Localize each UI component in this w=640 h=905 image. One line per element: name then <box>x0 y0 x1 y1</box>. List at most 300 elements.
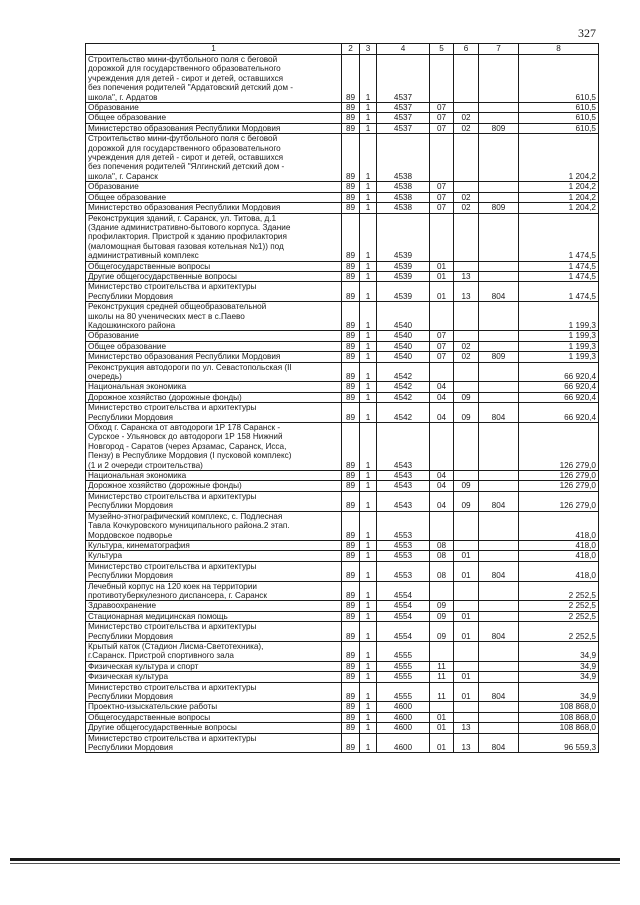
code-cell <box>454 331 479 341</box>
amount-cell: 2 252,5 <box>519 581 599 601</box>
table-row <box>86 491 599 511</box>
code-cell: 1 <box>360 362 377 382</box>
amount-cell: 108 868,0 <box>519 723 599 733</box>
code-cell <box>430 702 454 712</box>
code-cell: 07 <box>430 341 454 351</box>
code-cell: 01 <box>430 271 454 281</box>
code-cell: 1 <box>360 611 377 621</box>
footer-rule <box>10 858 620 861</box>
row-name-cell: Музейно-этнографический комплекс, с. Подлесная Тавла Кочкуровского муниципального района.2 этап. Мордовское подворье <box>86 511 342 540</box>
row-name-cell: Культура, кинематография <box>86 540 342 550</box>
code-cell: 13 <box>454 723 479 733</box>
code-cell: 4600 <box>377 712 430 722</box>
code-cell <box>454 601 479 611</box>
budget-table <box>85 43 599 753</box>
code-cell: 89 <box>342 352 360 362</box>
code-cell: 4538 <box>377 203 430 213</box>
code-cell: 01 <box>454 561 479 581</box>
table-row <box>86 213 599 261</box>
code-cell: 1 <box>360 261 377 271</box>
column-header: 3 <box>360 44 377 55</box>
column-header: 4 <box>377 44 430 55</box>
amount-cell: 2 252,5 <box>519 611 599 621</box>
code-cell: 89 <box>342 511 360 540</box>
code-cell: 89 <box>342 271 360 281</box>
code-cell <box>454 712 479 722</box>
code-cell: 89 <box>342 491 360 511</box>
amount-cell: 610,5 <box>519 55 599 103</box>
code-cell: 1 <box>360 561 377 581</box>
code-cell <box>454 702 479 712</box>
code-cell: 1 <box>360 702 377 712</box>
code-cell: 07 <box>430 192 454 202</box>
code-cell: 01 <box>430 261 454 271</box>
code-cell <box>430 213 454 261</box>
code-cell: 1 <box>360 511 377 540</box>
column-header: 7 <box>479 44 519 55</box>
code-cell: 89 <box>342 331 360 341</box>
amount-cell: 418,0 <box>519 511 599 540</box>
row-name-cell: Министерство образования Республики Мордовия <box>86 203 342 213</box>
amount-cell: 1 474,5 <box>519 213 599 261</box>
code-cell <box>454 540 479 550</box>
code-cell <box>430 55 454 103</box>
code-cell: 13 <box>454 271 479 281</box>
page-number: 327 <box>578 26 596 40</box>
code-cell <box>479 302 519 331</box>
row-name-cell: Реконструкция автодороги по ул. Севастопольская (II очередь) <box>86 362 342 382</box>
code-cell: 02 <box>454 341 479 351</box>
table-row <box>86 672 599 682</box>
code-cell: 1 <box>360 382 377 392</box>
code-cell <box>454 362 479 382</box>
code-cell: 1 <box>360 182 377 192</box>
code-cell <box>479 511 519 540</box>
code-cell: 89 <box>342 302 360 331</box>
code-cell: 89 <box>342 672 360 682</box>
amount-cell: 126 279,0 <box>519 423 599 471</box>
code-cell: 07 <box>430 182 454 192</box>
code-cell: 07 <box>430 113 454 123</box>
column-header: 5 <box>430 44 454 55</box>
code-cell: 1 <box>360 331 377 341</box>
table-row <box>86 203 599 213</box>
row-name-cell: Реконструкция средней общеобразовательной школы на 80 ученических мест в с.Паево Кадошкинского района <box>86 302 342 331</box>
code-cell: 09 <box>454 481 479 491</box>
code-cell: 4537 <box>377 103 430 113</box>
table-row <box>86 702 599 712</box>
code-cell: 01 <box>430 282 454 302</box>
code-cell <box>454 471 479 481</box>
code-cell: 89 <box>342 192 360 202</box>
code-cell <box>454 581 479 601</box>
row-name-cell: Министерство строительства и архитектуры Республики Мордовия <box>86 733 342 753</box>
code-cell: 4540 <box>377 331 430 341</box>
code-cell: 01 <box>430 733 454 753</box>
code-cell: 809 <box>479 123 519 133</box>
table-row <box>86 540 599 550</box>
row-name-cell: Проектно-изыскательские работы <box>86 702 342 712</box>
code-cell <box>454 661 479 671</box>
row-name-cell: Общегосударственные вопросы <box>86 261 342 271</box>
row-name-cell: Физическая культура и спорт <box>86 661 342 671</box>
code-cell: 1 <box>360 392 377 402</box>
code-cell: 08 <box>430 540 454 550</box>
code-cell: 11 <box>430 682 454 702</box>
amount-cell: 34,9 <box>519 682 599 702</box>
amount-cell: 66 920,4 <box>519 403 599 423</box>
code-cell: 1 <box>360 282 377 302</box>
code-cell: 89 <box>342 182 360 192</box>
amount-cell: 66 920,4 <box>519 382 599 392</box>
code-cell: 4537 <box>377 113 430 123</box>
code-cell <box>430 511 454 540</box>
amount-cell: 1 199,3 <box>519 302 599 331</box>
code-cell <box>430 134 454 182</box>
code-cell <box>430 362 454 382</box>
code-cell: 07 <box>430 352 454 362</box>
code-cell: 4600 <box>377 723 430 733</box>
code-cell: 89 <box>342 611 360 621</box>
row-name-cell: Министерство строительства и архитектуры Республики Мордовия <box>86 622 342 642</box>
code-cell: 1 <box>360 672 377 682</box>
code-cell <box>430 641 454 661</box>
column-header: 8 <box>519 44 599 55</box>
table-row <box>86 352 599 362</box>
code-cell: 09 <box>454 392 479 402</box>
code-cell: 4539 <box>377 282 430 302</box>
code-cell: 4542 <box>377 362 430 382</box>
code-cell: 1 <box>360 423 377 471</box>
code-cell <box>454 302 479 331</box>
code-cell: 89 <box>342 561 360 581</box>
code-cell: 07 <box>430 203 454 213</box>
code-cell <box>454 382 479 392</box>
code-cell: 89 <box>342 622 360 642</box>
amount-cell: 1 204,2 <box>519 134 599 182</box>
code-cell: 1 <box>360 723 377 733</box>
code-cell: 804 <box>479 733 519 753</box>
code-cell <box>454 134 479 182</box>
row-name-cell: Министерство строительства и архитектуры Республики Мордовия <box>86 682 342 702</box>
table-row <box>86 261 599 271</box>
code-cell <box>479 702 519 712</box>
code-cell: 1 <box>360 302 377 331</box>
code-cell <box>454 261 479 271</box>
amount-cell: 126 279,0 <box>519 491 599 511</box>
code-cell: 89 <box>342 113 360 123</box>
code-cell <box>479 113 519 123</box>
table-row <box>86 271 599 281</box>
row-name-cell: Национальная экономика <box>86 382 342 392</box>
row-name-cell: Министерство строительства и архитектуры Республики Мордовия <box>86 403 342 423</box>
code-cell: 04 <box>430 392 454 402</box>
code-cell: 89 <box>342 423 360 471</box>
table-row <box>86 331 599 341</box>
code-cell: 804 <box>479 561 519 581</box>
code-cell <box>479 271 519 281</box>
code-cell: 1 <box>360 581 377 601</box>
code-cell: 89 <box>342 282 360 302</box>
code-cell: 89 <box>342 723 360 733</box>
table-row <box>86 182 599 192</box>
code-cell: 1 <box>360 341 377 351</box>
code-cell: 02 <box>454 352 479 362</box>
table-row <box>86 471 599 481</box>
code-cell: 4540 <box>377 352 430 362</box>
code-cell: 09 <box>454 491 479 511</box>
code-cell: 1 <box>360 123 377 133</box>
code-cell: 89 <box>342 261 360 271</box>
code-cell: 11 <box>430 672 454 682</box>
code-cell: 01 <box>454 672 479 682</box>
table-row <box>86 282 599 302</box>
code-cell: 4553 <box>377 551 430 561</box>
amount-cell: 1 199,3 <box>519 331 599 341</box>
code-cell: 4543 <box>377 481 430 491</box>
code-cell: 4555 <box>377 641 430 661</box>
table-row <box>86 601 599 611</box>
code-cell <box>479 712 519 722</box>
code-cell: 1 <box>360 601 377 611</box>
table-row <box>86 392 599 402</box>
code-cell: 89 <box>342 471 360 481</box>
code-cell: 1 <box>360 403 377 423</box>
code-cell: 804 <box>479 491 519 511</box>
code-cell <box>479 362 519 382</box>
code-cell <box>479 551 519 561</box>
table-row <box>86 123 599 133</box>
code-cell: 89 <box>342 540 360 550</box>
code-cell: 1 <box>360 103 377 113</box>
amount-cell: 96 559,3 <box>519 733 599 753</box>
code-cell: 1 <box>360 641 377 661</box>
row-name-cell: Образование <box>86 182 342 192</box>
amount-cell: 34,9 <box>519 672 599 682</box>
code-cell <box>479 261 519 271</box>
row-name-cell: Другие общегосударственные вопросы <box>86 271 342 281</box>
code-cell: 89 <box>342 203 360 213</box>
code-cell: 809 <box>479 352 519 362</box>
code-cell: 89 <box>342 55 360 103</box>
amount-cell: 418,0 <box>519 551 599 561</box>
table-row <box>86 481 599 491</box>
table-row <box>86 712 599 722</box>
code-cell <box>479 392 519 402</box>
row-name-cell: Другие общегосударственные вопросы <box>86 723 342 733</box>
row-name-cell: Здравоохранение <box>86 601 342 611</box>
table-row <box>86 423 599 471</box>
amount-cell: 1 199,3 <box>519 352 599 362</box>
code-cell: 4543 <box>377 491 430 511</box>
code-cell: 02 <box>454 192 479 202</box>
code-cell: 89 <box>342 103 360 113</box>
code-cell <box>479 182 519 192</box>
row-name-cell: Общее образование <box>86 113 342 123</box>
code-cell: 02 <box>454 123 479 133</box>
amount-cell: 66 920,4 <box>519 392 599 402</box>
code-cell: 1 <box>360 271 377 281</box>
code-cell: 89 <box>342 581 360 601</box>
row-name-cell: Министерство образования Республики Мордовия <box>86 352 342 362</box>
code-cell: 08 <box>430 561 454 581</box>
table-row <box>86 103 599 113</box>
code-cell: 04 <box>430 471 454 481</box>
footer-rule-thin <box>10 863 620 864</box>
code-cell <box>454 423 479 471</box>
code-cell <box>479 581 519 601</box>
row-name-cell: Общее образование <box>86 192 342 202</box>
row-name-cell: Физическая культура <box>86 672 342 682</box>
code-cell: 1 <box>360 682 377 702</box>
code-cell: 4600 <box>377 733 430 753</box>
amount-cell: 1 474,5 <box>519 282 599 302</box>
code-cell: 4542 <box>377 392 430 402</box>
code-cell: 02 <box>454 113 479 123</box>
code-cell: 4542 <box>377 403 430 423</box>
table-row <box>86 134 599 182</box>
table-row <box>86 733 599 753</box>
code-cell: 4554 <box>377 622 430 642</box>
code-cell: 1 <box>360 113 377 123</box>
code-cell: 4600 <box>377 702 430 712</box>
code-cell <box>479 103 519 113</box>
row-name-cell: Образование <box>86 331 342 341</box>
table-row <box>86 641 599 661</box>
code-cell: 89 <box>342 682 360 702</box>
row-name-cell: Дорожное хозяйство (дорожные фонды) <box>86 481 342 491</box>
code-cell <box>479 423 519 471</box>
code-cell: 08 <box>430 551 454 561</box>
amount-cell: 610,5 <box>519 113 599 123</box>
code-cell: 89 <box>342 134 360 182</box>
code-cell: 13 <box>454 282 479 302</box>
code-cell: 1 <box>360 551 377 561</box>
amount-cell: 1 204,2 <box>519 203 599 213</box>
code-cell: 01 <box>454 551 479 561</box>
code-cell: 4553 <box>377 561 430 581</box>
code-cell <box>479 611 519 621</box>
code-cell: 89 <box>342 213 360 261</box>
row-name-cell: Министерство образования Республики Мордовия <box>86 123 342 133</box>
code-cell <box>479 641 519 661</box>
code-cell: 1 <box>360 471 377 481</box>
row-name-cell: Крытый каток (Стадион Лисма-Светотехника), г.Саранск. Пристрой спортивного зала <box>86 641 342 661</box>
table-row <box>86 581 599 601</box>
code-cell: 04 <box>430 403 454 423</box>
row-name-cell: Культура <box>86 551 342 561</box>
code-cell: 1 <box>360 55 377 103</box>
code-cell: 01 <box>430 712 454 722</box>
amount-cell: 610,5 <box>519 123 599 133</box>
amount-cell: 126 279,0 <box>519 471 599 481</box>
amount-cell: 66 920,4 <box>519 362 599 382</box>
code-cell: 04 <box>430 382 454 392</box>
code-cell: 1 <box>360 481 377 491</box>
code-cell: 01 <box>430 723 454 733</box>
row-name-cell: Общее образование <box>86 341 342 351</box>
code-cell: 02 <box>454 203 479 213</box>
table-row <box>86 561 599 581</box>
code-cell <box>479 723 519 733</box>
code-cell: 4539 <box>377 271 430 281</box>
table-row <box>86 302 599 331</box>
code-cell <box>454 641 479 661</box>
row-name-cell: Лечебный корпус на 120 коек на территории противотуберкулезного диспансера, г. Саранск <box>86 581 342 601</box>
code-cell: 07 <box>430 103 454 113</box>
row-name-cell: Стационарная медицинская помощь <box>86 611 342 621</box>
code-cell: 09 <box>430 622 454 642</box>
table-row <box>86 611 599 621</box>
column-header: 2 <box>342 44 360 55</box>
code-cell: 1 <box>360 661 377 671</box>
code-cell: 89 <box>342 661 360 671</box>
code-cell: 1 <box>360 733 377 753</box>
row-name-cell: Национальная экономика <box>86 471 342 481</box>
table-row <box>86 661 599 671</box>
code-cell: 4554 <box>377 601 430 611</box>
code-cell: 09 <box>430 611 454 621</box>
amount-cell: 1 474,5 <box>519 261 599 271</box>
code-cell: 1 <box>360 540 377 550</box>
code-cell: 09 <box>454 403 479 423</box>
row-name-cell: Дорожное хозяйство (дорожные фонды) <box>86 392 342 402</box>
amount-cell: 126 279,0 <box>519 481 599 491</box>
code-cell: 4538 <box>377 134 430 182</box>
code-cell <box>479 55 519 103</box>
amount-cell: 108 868,0 <box>519 712 599 722</box>
table-row <box>86 622 599 642</box>
code-cell <box>454 213 479 261</box>
code-cell <box>454 182 479 192</box>
code-cell: 1 <box>360 203 377 213</box>
code-cell: 4539 <box>377 261 430 271</box>
code-cell: 4540 <box>377 302 430 331</box>
code-cell: 4553 <box>377 511 430 540</box>
column-header: 1 <box>86 44 342 55</box>
code-cell <box>454 55 479 103</box>
code-cell: 01 <box>454 611 479 621</box>
table-row <box>86 511 599 540</box>
code-cell <box>479 341 519 351</box>
code-cell <box>454 511 479 540</box>
code-cell: 04 <box>430 481 454 491</box>
code-cell <box>479 382 519 392</box>
code-cell <box>479 471 519 481</box>
row-name-cell: Министерство строительства и архитектуры Республики Мордовия <box>86 561 342 581</box>
code-cell: 89 <box>342 702 360 712</box>
code-cell <box>479 672 519 682</box>
code-cell: 89 <box>342 712 360 722</box>
code-cell <box>479 134 519 182</box>
amount-cell: 108 868,0 <box>519 702 599 712</box>
code-cell: 89 <box>342 481 360 491</box>
amount-cell: 34,9 <box>519 661 599 671</box>
code-cell: 89 <box>342 123 360 133</box>
row-name-cell: Строительство мини-футбольного поля с беговой дорожкой для государственного образовательного учреждения для детей - сирот и детей, оставшихся без попечения родителей "Ардатовский детский дом - школа", г. Ардатов <box>86 55 342 103</box>
amount-cell: 2 252,5 <box>519 601 599 611</box>
row-name-cell: Реконструкция зданий, г. Саранск, ул. Титова, д.1 (Здание административно-бытового корпуса. Здание профилактория. Пристрой к зданию профилактория (маломощная бытовая газовая котельная №1)) под административный комплекс <box>86 213 342 261</box>
amount-cell: 418,0 <box>519 540 599 550</box>
code-cell: 804 <box>479 622 519 642</box>
code-cell: 89 <box>342 733 360 753</box>
code-cell: 07 <box>430 123 454 133</box>
table-row <box>86 723 599 733</box>
code-cell: 1 <box>360 491 377 511</box>
code-cell: 07 <box>430 331 454 341</box>
code-cell: 4537 <box>377 55 430 103</box>
code-cell: 4543 <box>377 471 430 481</box>
